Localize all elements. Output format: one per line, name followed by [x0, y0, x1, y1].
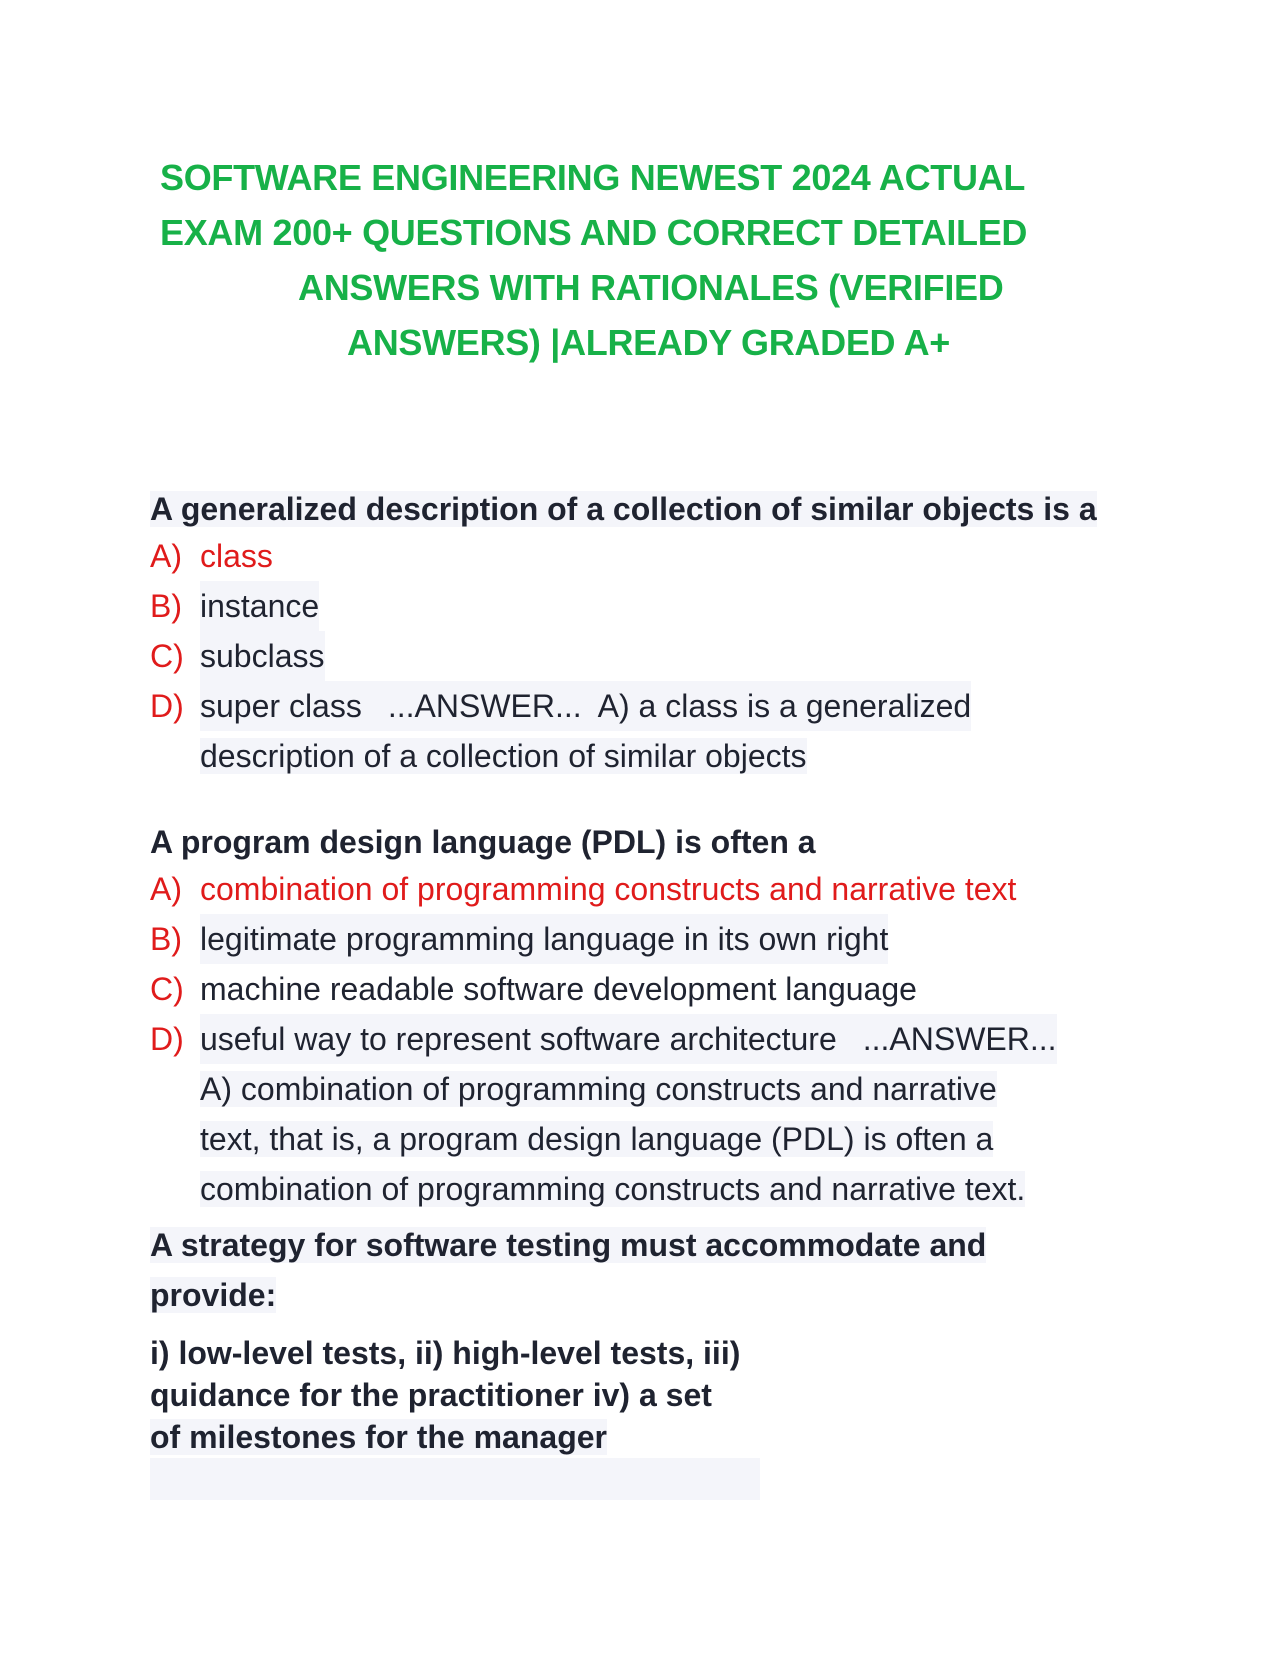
question-1-option-a: A) class	[150, 538, 273, 574]
question-2-answer-line-1: A) combination of programming constructs and narrative	[200, 1071, 997, 1107]
question-2-answer-line-2: text, that is, a program design language (PDL) is often a	[200, 1121, 994, 1157]
question-3-line-3: i) low-level tests, ii) high-level tests, iii)	[150, 1335, 741, 1371]
question-3-line-2: provide:	[150, 1277, 277, 1313]
title-line-3: ANSWERS WITH RATIONALES (VERIFIED	[298, 267, 1004, 308]
question-3-line-4: quidance for the practitioner iv) a set	[150, 1377, 712, 1413]
answer-marker: ...ANSWER...	[387, 688, 582, 724]
question-2-option-b: B) legitimate programming language in its own right	[150, 914, 1057, 964]
question-2	[150, 820, 1057, 1214]
title-line-1: SOFTWARE ENGINEERING NEWEST 2024 ACTUAL	[160, 157, 1026, 198]
question-1	[150, 487, 1097, 781]
question-2-option-d: D) useful way to represent software architecture ...ANSWER...	[150, 1014, 1057, 1064]
title-line-2: EXAM 200+ QUESTIONS AND CORRECT DETAILED	[160, 212, 1028, 253]
question-3-line-5: of milestones for the manager	[150, 1419, 607, 1455]
answer-marker: ...ANSWER...	[862, 1021, 1057, 1057]
question-1-option-d: D) super class ...ANSWER... A) a class is a generalized	[150, 681, 1097, 731]
document-title	[160, 150, 1028, 370]
question-2-answer-line-3: combination of programming constructs and narrative text.	[200, 1171, 1026, 1207]
question-2-option-a: A) combination of programming constructs and narrative text	[150, 871, 1017, 907]
question-3	[150, 1220, 986, 1500]
question-2-option-c: C) machine readable software development language	[150, 971, 917, 1007]
title-line-4: ANSWERS) |ALREADY GRADED A+	[347, 322, 951, 363]
question-3-line-1: A strategy for software testing must accommodate and	[150, 1227, 987, 1263]
question-1-option-c: C) subclass	[150, 631, 1097, 681]
question-1-answer-line-1: A) a class is a generalized	[597, 688, 972, 724]
highlight-block	[150, 1458, 760, 1500]
question-1-text: A generalized description of a collection of similar objects is a	[150, 491, 1097, 527]
question-2-text: A program design language (PDL) is often a	[150, 824, 816, 860]
question-1-option-b: B) instance	[150, 581, 1097, 631]
question-1-answer-line-2: description of a collection of similar objects	[200, 738, 807, 774]
